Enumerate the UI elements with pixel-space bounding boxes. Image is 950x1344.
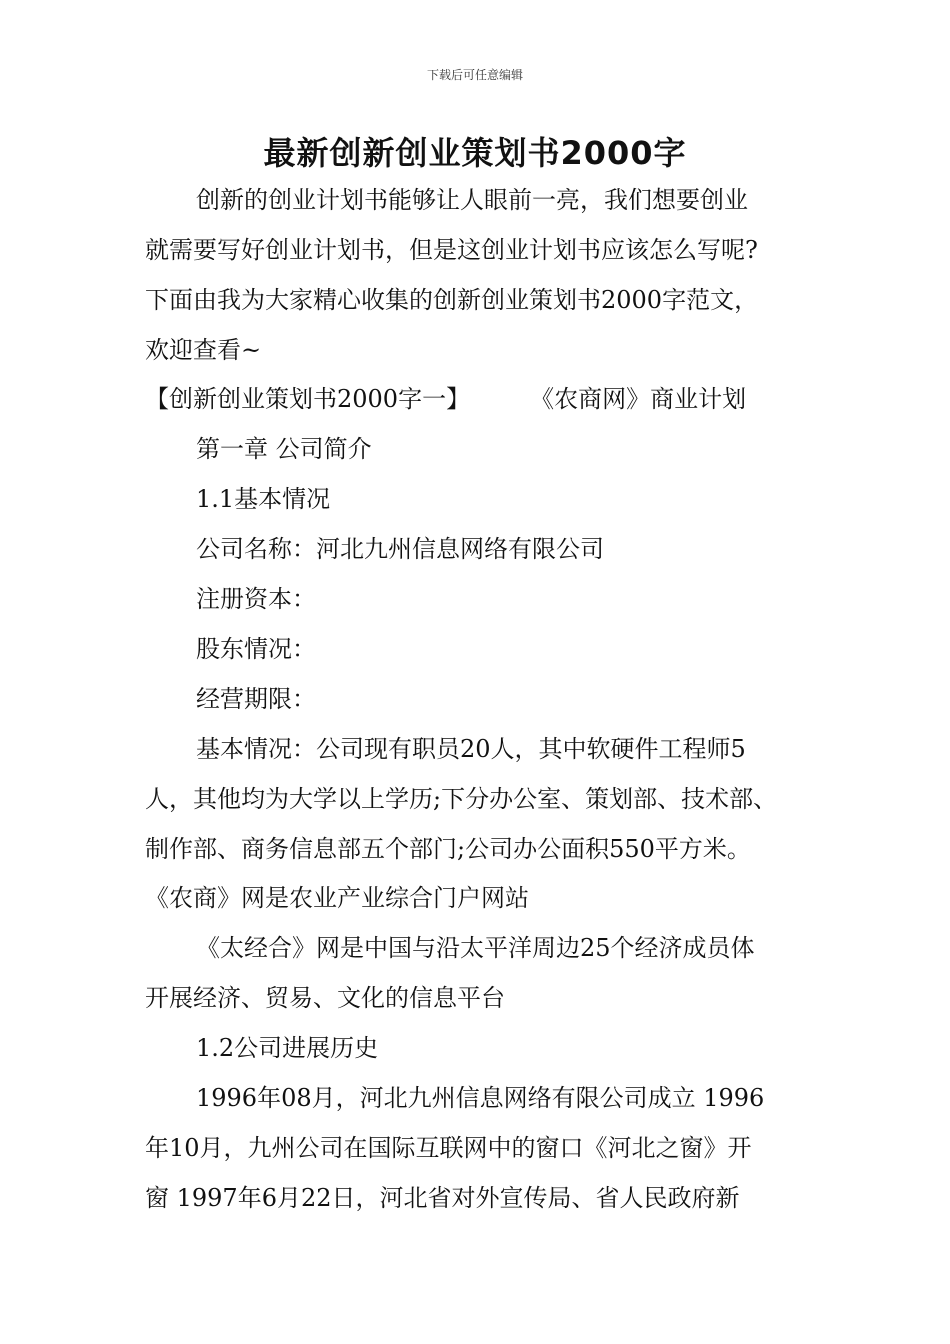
history-line-2: 年10月，九州公司在国际互联网中的窗口《河北之窗》开 bbox=[145, 1134, 752, 1162]
subheading-1-2: 1.2公司进展历史 bbox=[196, 1034, 379, 1062]
chapter-heading: 第一章 公司简介 bbox=[196, 435, 372, 463]
taijinghe-line-1: 《太经合》网是中国与沿太平洋周边25个经济成员体 bbox=[196, 934, 755, 962]
section-heading-right: 《农商网》商业计划 bbox=[530, 385, 747, 413]
intro-line-1: 创新的创业计划书能够让人眼前一亮，我们想要创业 bbox=[196, 186, 748, 214]
nongshang-line: 《农商》网是农业产业综合门户网站 bbox=[145, 884, 529, 912]
section-heading bbox=[145, 384, 746, 414]
intro-line-3: 下面由我为大家精心收集的创新创业策划书2000字范文， bbox=[145, 286, 759, 314]
shareholders: 股东情况： bbox=[196, 635, 316, 663]
intro-line-4: 欢迎查看~ bbox=[145, 336, 262, 364]
basic-info-line-3: 制作部、商务信息部五个部门;公司办公面积550平方米。 bbox=[145, 835, 751, 863]
taijinghe-line-2: 开展经济、贸易、文化的信息平台 bbox=[145, 984, 505, 1012]
basic-info-line-2: 人，其他均为大学以上学历;下分办公室、策划部、技术部、 bbox=[145, 785, 778, 813]
document-title: 最新创新创业策划书2000字 bbox=[263, 134, 687, 172]
header-note: 下载后可任意编辑 bbox=[426, 68, 523, 82]
registered-capital: 注册资本： bbox=[196, 585, 316, 613]
section-heading-left: 【创新创业策划书2000字一】 bbox=[145, 385, 471, 413]
business-term: 经营期限： bbox=[196, 685, 316, 713]
company-name: 公司名称：河北九州信息网络有限公司 bbox=[196, 535, 604, 563]
subheading-1-1: 1.1基本情况 bbox=[196, 485, 331, 513]
history-line-1: 1996年08月，河北九州信息网络有限公司成立 1996 bbox=[196, 1084, 765, 1112]
history-line-3: 窗 1997年6月22日，河北省对外宣传局、省人民政府新 bbox=[145, 1184, 740, 1212]
basic-info-line-1: 基本情况：公司现有职员20人，其中软硬件工程师5 bbox=[196, 735, 746, 763]
intro-line-2: 就需要写好创业计划书，但是这创业计划书应该怎么写呢? bbox=[145, 236, 758, 264]
